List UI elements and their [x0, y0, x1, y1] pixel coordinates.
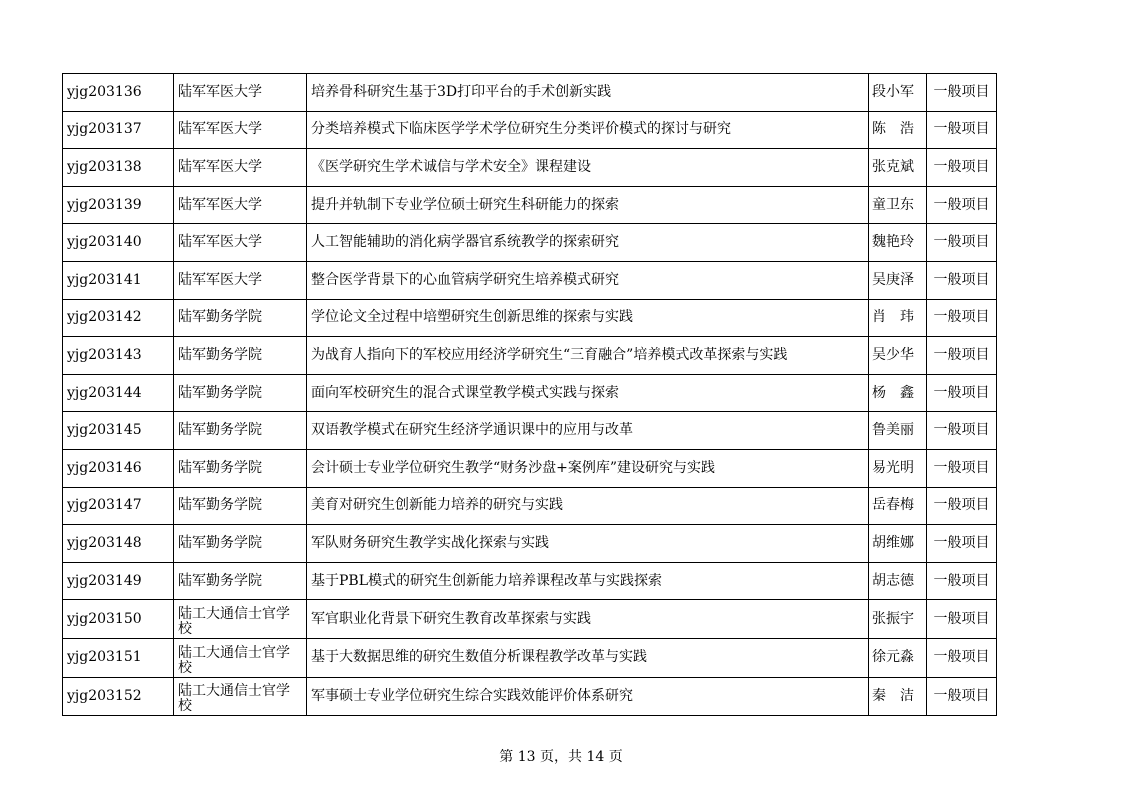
project-type-cell: 一般项目 [927, 412, 997, 450]
project-title-cell: 学位论文全过程中培塑研究生创新思维的探索与实践 [307, 299, 869, 337]
project-id-cell: yjg203147 [63, 487, 174, 525]
project-type-cell: 一般项目 [927, 111, 997, 149]
school-cell: 陆军勤务学院 [174, 487, 307, 525]
school-cell: 陆军勤务学院 [174, 299, 307, 337]
school-cell: 陆军勤务学院 [174, 562, 307, 600]
leader-cell: 岳春梅 [869, 487, 927, 525]
school-cell: 陆军勤务学院 [174, 449, 307, 487]
project-type-cell: 一般项目 [927, 224, 997, 262]
project-title-cell: 面向军校研究生的混合式课堂教学模式实践与探索 [307, 374, 869, 412]
project-id-cell: yjg203144 [63, 374, 174, 412]
school-cell: 陆军勤务学院 [174, 412, 307, 450]
project-id-cell: yjg203150 [63, 600, 174, 639]
project-title-cell: 军事硕士专业学位研究生综合实践效能评价体系研究 [307, 677, 869, 716]
leader-cell: 魏艳玲 [869, 224, 927, 262]
project-table [62, 73, 997, 716]
leader-cell: 鲁美丽 [869, 412, 927, 450]
project-title-cell: 培养骨科研究生基于3D打印平台的手术创新实践 [307, 74, 869, 112]
leader-cell: 吴少华 [869, 337, 927, 375]
project-type-cell: 一般项目 [927, 449, 997, 487]
project-id-cell: yjg203140 [63, 224, 174, 262]
table-row [63, 299, 997, 337]
table-row [63, 600, 997, 639]
project-id-cell: yjg203141 [63, 261, 174, 299]
project-id-cell: yjg203149 [63, 562, 174, 600]
leader-cell: 童卫东 [869, 186, 927, 224]
project-id-cell: yjg203142 [63, 299, 174, 337]
project-id-cell: yjg203143 [63, 337, 174, 375]
table-row [63, 525, 997, 563]
project-title-cell: 基于PBL模式的研究生创新能力培养课程改革与实践探索 [307, 562, 869, 600]
project-title-cell: 基于大数据思维的研究生数值分析课程教学改革与实践 [307, 638, 869, 677]
table-row [63, 374, 997, 412]
table-row [63, 224, 997, 262]
leader-cell: 吴庚泽 [869, 261, 927, 299]
project-title-cell: 整合医学背景下的心血管病学研究生培养模式研究 [307, 261, 869, 299]
project-title-cell: 军队财务研究生教学实战化探索与实践 [307, 525, 869, 563]
project-type-cell: 一般项目 [927, 337, 997, 375]
leader-cell: 段小军 [869, 74, 927, 112]
table-row [63, 261, 997, 299]
leader-cell: 易光明 [869, 449, 927, 487]
project-id-cell: yjg203151 [63, 638, 174, 677]
school-cell: 陆军军医大学 [174, 74, 307, 112]
table-row [63, 337, 997, 375]
school-cell: 陆军勤务学院 [174, 525, 307, 563]
project-title-cell: 人工智能辅助的消化病学器官系统教学的探索研究 [307, 224, 869, 262]
school-cell: 陆军军医大学 [174, 186, 307, 224]
leader-cell: 胡志德 [869, 562, 927, 600]
project-title-cell: 为战育人指向下的军校应用经济学研究生“三育融合”培养模式改革探索与实践 [307, 337, 869, 375]
table-row [63, 186, 997, 224]
leader-cell: 徐元淼 [869, 638, 927, 677]
page-footer: 第 13 页，共 14 页 [499, 749, 623, 765]
project-type-cell: 一般项目 [927, 74, 997, 112]
project-id-cell: yjg203148 [63, 525, 174, 563]
project-id-cell: yjg203146 [63, 449, 174, 487]
school-cell: 陆军勤务学院 [174, 374, 307, 412]
leader-cell: 陈 浩 [869, 111, 927, 149]
project-title-cell: 会计硕士专业学位研究生教学“财务沙盘+案例库”建设研究与实践 [307, 449, 869, 487]
project-title-cell: 提升并轨制下专业学位硕士研究生科研能力的探索 [307, 186, 869, 224]
table-row [63, 111, 997, 149]
project-title-cell: 双语教学模式在研究生经济学通识课中的应用与改革 [307, 412, 869, 450]
school-cell: 陆军军医大学 [174, 111, 307, 149]
school-cell: 陆工大通信士官学校 [174, 600, 307, 639]
project-type-cell: 一般项目 [927, 600, 997, 639]
leader-cell: 秦 洁 [869, 677, 927, 716]
project-type-cell: 一般项目 [927, 374, 997, 412]
project-id-cell: yjg203136 [63, 74, 174, 112]
project-title-cell: 分类培养模式下临床医学学术学位研究生分类评价模式的探讨与研究 [307, 111, 869, 149]
school-cell: 陆军军医大学 [174, 149, 307, 187]
school-cell: 陆军军医大学 [174, 261, 307, 299]
project-title-cell: 《医学研究生学术诚信与学术安全》课程建设 [307, 149, 869, 187]
table-body [63, 74, 997, 716]
table-row [63, 449, 997, 487]
project-id-cell: yjg203138 [63, 149, 174, 187]
project-id-cell: yjg203152 [63, 677, 174, 716]
school-cell: 陆工大通信士官学校 [174, 638, 307, 677]
school-cell: 陆军勤务学院 [174, 337, 307, 375]
leader-cell: 张克斌 [869, 149, 927, 187]
project-type-cell: 一般项目 [927, 186, 997, 224]
project-id-cell: yjg203139 [63, 186, 174, 224]
project-id-cell: yjg203137 [63, 111, 174, 149]
project-type-cell: 一般项目 [927, 299, 997, 337]
project-type-cell: 一般项目 [927, 261, 997, 299]
table-row [63, 74, 997, 112]
leader-cell: 胡维娜 [869, 525, 927, 563]
school-cell: 陆军军医大学 [174, 224, 307, 262]
table-row [63, 677, 997, 716]
table-row [63, 638, 997, 677]
school-cell: 陆工大通信士官学校 [174, 677, 307, 716]
table-row [63, 412, 997, 450]
project-title-cell: 军官职业化背景下研究生教育改革探索与实践 [307, 600, 869, 639]
project-type-cell: 一般项目 [927, 677, 997, 716]
table-row [63, 562, 997, 600]
project-type-cell: 一般项目 [927, 525, 997, 563]
leader-cell: 张振宇 [869, 600, 927, 639]
project-type-cell: 一般项目 [927, 638, 997, 677]
table-row [63, 487, 997, 525]
leader-cell: 杨 鑫 [869, 374, 927, 412]
table-row [63, 149, 997, 187]
project-title-cell: 美育对研究生创新能力培养的研究与实践 [307, 487, 869, 525]
project-type-cell: 一般项目 [927, 487, 997, 525]
project-id-cell: yjg203145 [63, 412, 174, 450]
project-type-cell: 一般项目 [927, 149, 997, 187]
project-type-cell: 一般项目 [927, 562, 997, 600]
leader-cell: 肖 玮 [869, 299, 927, 337]
